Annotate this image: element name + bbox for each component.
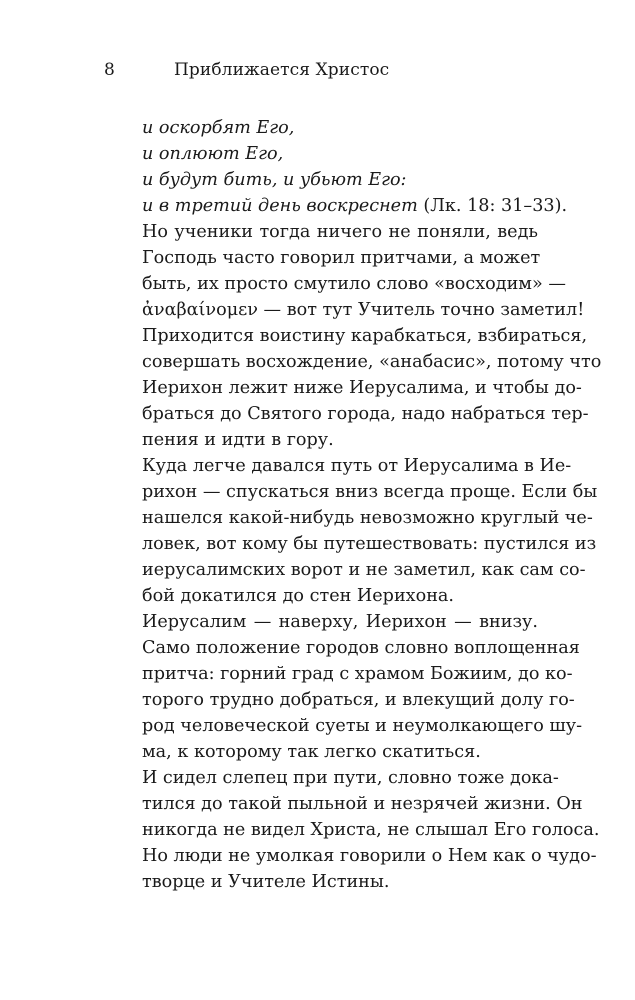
text-line: род человеческой суеты и неумолкающего шу- [142, 716, 583, 736]
text-line: тился до такой пыльной и незрячей жизни. Он [142, 794, 583, 814]
text-line: пения и идти в гору. [142, 430, 334, 450]
text-line: Приходится воистину карабкаться, взбираться, [142, 326, 588, 346]
page-body [104, 115, 602, 895]
verse-line: и оплюют Его, [142, 144, 284, 164]
text-line: рихон — спускаться вниз всегда проще. Если бы [142, 482, 598, 502]
text-line: никогда не видел Христа, не слышал Его голоса. [142, 820, 600, 840]
text-line: Но люди не умолкая говорили о Нем как о чудо- [142, 846, 597, 866]
text-line: браться до Святого города, надо набраться тер- [142, 404, 589, 424]
text-line: ловек, вот кому бы путешествовать: пустился из [142, 534, 597, 554]
text-line: быть, их просто смутило слово «восходим» — [142, 274, 566, 294]
text-line: Куда легче давался путь от Иерусалима в Ие- [142, 456, 572, 476]
scripture-quote [104, 115, 568, 219]
text-line: ἀναβαίνομεν — вот тут Учитель точно заметил! [142, 300, 585, 320]
text-line: иерусалимских ворот и не заметил, как сам со- [142, 560, 586, 580]
scripture-reference: (Лк. 18: 31–33). [417, 196, 568, 216]
text-line: совершать восхождение, «анабасис», потому что [142, 352, 602, 372]
verse-line-text: и в третий день воскреснет [142, 196, 418, 216]
text-line: нашелся какой-нибудь невозможно круглый че- [142, 508, 593, 528]
text-line: притча: горний град с храмом Божиим, до ко- [142, 664, 573, 684]
text-line: Но ученики тогда ничего не поняли, ведь [142, 222, 538, 242]
running-title: Приближается Христос [174, 60, 390, 80]
text-line: Иерихон лежит ниже Иерусалима, и чтобы до- [142, 378, 582, 398]
verse-line: и будут бить, и убьют Его: [142, 170, 407, 190]
page-number: 8 [104, 60, 115, 80]
verse-line: и оскорбят Его, [142, 118, 295, 138]
text-line: творце и Учителе Истины. [142, 872, 390, 892]
text-line: И сидел слепец при пути, словно тоже дока- [142, 768, 559, 788]
text-line: бой докатился до стен Иерихона. [142, 586, 454, 606]
paragraph [104, 765, 600, 895]
paragraph [104, 609, 583, 765]
paragraph [104, 219, 602, 453]
verse-line [142, 193, 568, 219]
text-line: Иерусалим — наверху, Иерихон — внизу. [142, 612, 538, 632]
text-line: Господь часто говорил притчами, а может [142, 248, 541, 268]
text-line: Само положение городов словно воплощенная [142, 638, 580, 658]
text-line: торого трудно добраться, и влекущий долу го- [142, 690, 575, 710]
paragraph [104, 453, 598, 609]
text-line: ма, к которому так легко скатиться. [142, 742, 481, 762]
